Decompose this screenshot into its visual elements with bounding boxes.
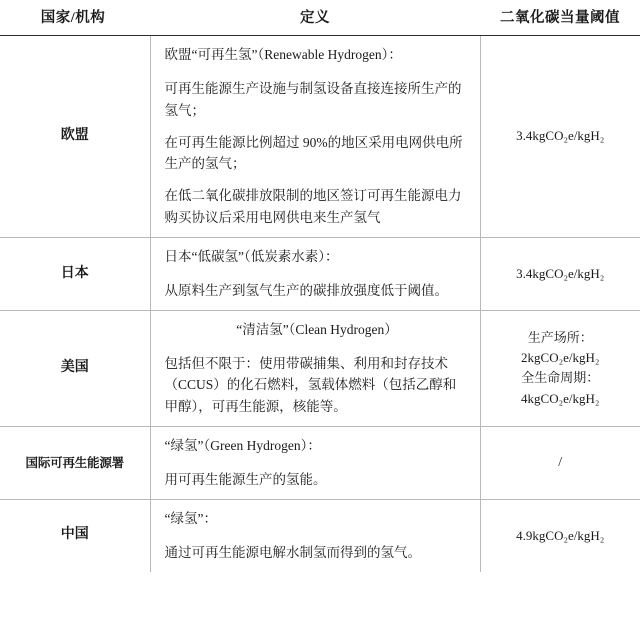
table-header-row: [0, 0, 640, 36]
definition-paragraph: “清洁氢”（Clean Hydrogen）: [236, 321, 398, 337]
row-country-eu: 欧盟: [0, 36, 150, 238]
table-row: [0, 499, 640, 571]
threshold-block: [487, 126, 635, 146]
threshold-value: 4kgCO₂e/kgH₂: [521, 390, 600, 406]
row-definition-china: [150, 499, 480, 571]
row-definition-irena: [150, 427, 480, 500]
threshold-block: [487, 526, 635, 546]
table-body: [0, 36, 640, 572]
threshold-value: 3.4kgCO₂e/kgH₂: [516, 265, 605, 281]
threshold-label: 全生命周期：: [521, 370, 600, 386]
threshold-value: /: [558, 455, 563, 471]
definition-paragraph: 日本“低碳氢”（低炭素水素）：: [164, 249, 339, 265]
row-threshold-eu: [480, 36, 640, 238]
row-threshold-usa: [480, 310, 640, 426]
definition-paragraph: 通过可再生能源电解水制氢而得到的氢气。: [164, 544, 421, 560]
row-country-usa: 美国: [0, 310, 150, 426]
table-header: [0, 0, 640, 36]
threshold-block: [487, 452, 635, 474]
row-threshold-japan: [480, 238, 640, 311]
row-country-japan: 日本: [0, 238, 150, 311]
row-definition-usa: [150, 310, 480, 426]
threshold-block: [487, 368, 635, 408]
definition-paragraph: 可再生能源生产设施与制氢设备直接连接所生产的氢气；: [164, 80, 462, 118]
definition-paragraph: 从原料生产到氢气生产的碳排放强度低于阈值。: [164, 282, 448, 298]
table-row: [0, 310, 640, 426]
definition-paragraph: 用可再生能源生产的氢能。: [164, 472, 327, 488]
row-country-irena: 国际可再生能源署: [0, 427, 150, 500]
threshold-value: 4.9kgCO₂e/kgH₂: [516, 527, 605, 543]
threshold-value: 3.4kgCO₂e/kgH₂: [516, 128, 605, 144]
threshold-block: [487, 328, 635, 368]
threshold-block: [487, 264, 635, 284]
definition-paragraph: 包括但不限于：使用带碳捕集、利用和封存技术（CCUS）的化石燃料，氢载体燃料（包括乙醇和甲醇），可再生能源，核能等。: [164, 355, 457, 415]
row-definition-japan: [150, 238, 480, 311]
definition-paragraph: 在可再生能源比例超过 90%的地区采用电网供电所生产的氢气；: [164, 134, 463, 172]
row-threshold-irena: [480, 427, 640, 500]
table-row: [0, 36, 640, 238]
definition-paragraph: “绿氢”：: [164, 510, 217, 526]
column-header-threshold: 二氧化碳当量阈值: [480, 0, 640, 36]
row-definition-eu: [150, 36, 480, 238]
definition-paragraph: 在低二氧化碳排放限制的地区签订可再生能源电力购买协议后采用电网供电来生产氢气: [164, 188, 462, 226]
table-row: [0, 238, 640, 311]
definition-paragraph: 欧盟“可再生氢”（Renewable Hydrogen）：: [164, 47, 402, 62]
definition-paragraph: “绿氢”（Green Hydrogen）：: [164, 438, 321, 454]
threshold-value: 2kgCO₂e/kgH₂: [521, 350, 600, 366]
column-header-definition: 定义: [150, 0, 480, 36]
column-header-country: 国家/机构: [0, 0, 150, 36]
row-threshold-china: [480, 499, 640, 571]
threshold-label: 生产场所：: [527, 330, 593, 346]
row-country-china: 中国: [0, 499, 150, 571]
table-row: [0, 427, 640, 500]
